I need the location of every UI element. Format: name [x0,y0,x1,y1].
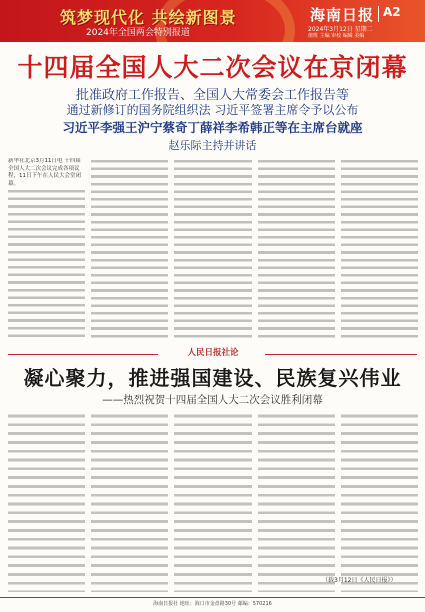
editorial-body-columns [8,412,418,592]
body-text [258,412,335,592]
body-text [174,158,251,342]
body-text [91,158,168,342]
subhead-3: 习近平李强王沪宁蔡奇丁薛祥李希韩正等在主席台就座 [62,120,363,135]
page-footer: 海南日报社 地址：海口市金盘路30号 邮编：570216 [0,597,425,612]
article-column [91,158,168,342]
editorial-column [91,412,168,592]
newspaper-logo: 海南日报 [310,6,375,24]
section-tag: 人民日报社论 [187,348,239,358]
body-text [258,158,335,342]
editorial-signature: （载3月12日《人民日报》） [322,577,397,584]
section-rule-right [265,354,417,355]
subhead-1: 批准政府工作报告、全国人大常委会工作报告等 [75,88,349,103]
article-column [8,158,85,342]
article-body-columns [8,158,418,342]
article-lead: 新华社北京3月11日电 十四届全国人大二次会议完成各项议程，11日下午在人民大会堂闭幕。 [8,158,81,187]
editorial-column [8,412,85,592]
body-text [8,412,85,592]
body-text [8,188,85,342]
subhead-2: 通过新修订的国务院组织法 习近平签署主席令予以公布 [66,103,359,117]
page-number: A2 [383,5,401,19]
subhead-4: 赵乐际主持并讲话 [168,139,257,152]
editorial-column [174,412,251,592]
special-report-banner [0,0,425,42]
main-headline: 十四届全国人大二次会议在京闭幕 [17,53,408,82]
article-column [174,158,251,342]
body-text [341,412,418,592]
editor-info: 值班 主编 审校 编辑 美编 [308,33,365,39]
editorial-column [341,412,418,592]
body-text [174,412,251,592]
issue-date: 2024年3月12日 星期二 [308,26,373,33]
body-text [91,412,168,592]
editorial-column [258,412,335,592]
section-rule-left [8,354,158,355]
banner-title: 筑梦现代化 共绘新图景 [60,8,237,27]
banner-subtitle: 2024年全国两会特别报道 [86,28,190,38]
article-column [341,158,418,342]
editorial-headline: 凝心聚力，推进强国建设、民族复兴伟业 [23,366,402,390]
article-column [258,158,335,342]
body-text [341,158,418,342]
editorial-subhead: ——热烈祝贺十四届全国人大二次会议胜利闭幕 [102,394,323,406]
